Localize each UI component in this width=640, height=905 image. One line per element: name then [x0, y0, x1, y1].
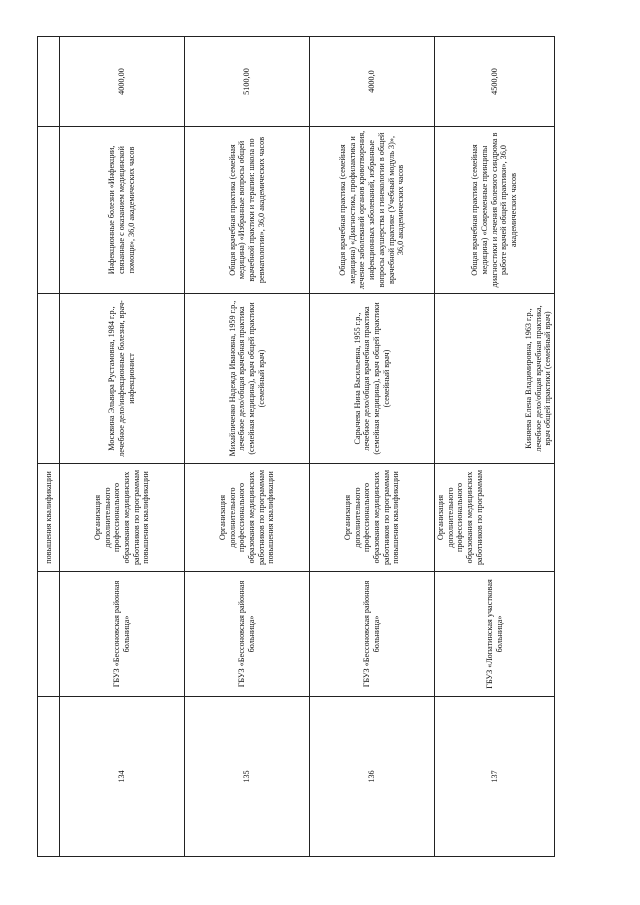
header-row: [38, 37, 60, 857]
row-cost: 4500,00: [435, 37, 555, 127]
register-table: [37, 36, 555, 857]
row-number: 135: [185, 697, 310, 857]
header-blank-cost: [38, 37, 60, 127]
row-type: Организация дополнительного профессионального образования медицинских работников по программам: [435, 464, 555, 572]
header-blank-number: [38, 697, 60, 857]
rotated-register-page: [37, 37, 554, 857]
table-row: [185, 37, 310, 857]
row-type: Организация дополнительного профессионального образования медицинских работников по программам повышения квалификации: [185, 464, 310, 572]
row-organization: ГБУЗ «Бессоновская районная больница»: [60, 572, 185, 697]
row-number: 134: [60, 697, 185, 857]
row-organization: ГБУЗ «Лопатинская участковая больница»: [435, 572, 555, 697]
row-type: Организация дополнительного профессионального образования медицинских работников по программам повышения квалификации: [60, 464, 185, 572]
table-row: [310, 37, 435, 857]
row-program: Инфекционные болезни «Инфекции, связанные с оказанием медицинской помощи», 36,0 академических часов: [60, 127, 185, 294]
row-program: Общая врачебная практика (семейная медицина) «Диагностика, профилактика и лечение заболеваний органов кровотворения, инфекционных заболеваний, избранные вопросы акушерства и гинекологии в общей врачебной практике (Учебный модуль 3)», 36,0 академических часов: [310, 127, 435, 294]
header-blank-organization: [38, 572, 60, 697]
header-type: повышения квалификации: [38, 464, 60, 572]
row-cost: 5100,00: [185, 37, 310, 127]
row-cost: 4000,00: [60, 37, 185, 127]
row-organization: ГБУЗ «Бессоновская районная больница»: [185, 572, 310, 697]
row-person: Сарычева Нина Васильевна, 1955 г.р., лечебное дело/общая врачебная практика (семейная медицина), врач общей практики (семейный врач): [310, 294, 435, 464]
table-row: [435, 37, 555, 857]
row-number: 137: [435, 697, 555, 857]
row-program: Общая врачебная практика (семейная медицина) «Современные принципы диагностики и лечения болевого синдрома в работе врачей общей практики», 36,0 академических часов: [435, 127, 555, 294]
header-blank-person: [38, 294, 60, 464]
row-organization: ГБУЗ «Бессоновская районная больница»: [310, 572, 435, 697]
row-number: 136: [310, 697, 435, 857]
row-program: Общая врачебная практика (семейная медицина) «Избранные вопросы общей врачебной практики и терапии: школа по ревматологии», 36,0 академических часов: [185, 127, 310, 294]
header-blank-program: [38, 127, 60, 294]
row-cost: 4000,0: [310, 37, 435, 127]
row-person: Москвина Эльвира Рустамовна, 1984 г.р., лечебное дело/инфекционные болезни, врач-инфекционист: [60, 294, 185, 464]
row-person: Киняева Елена Владимировна, 1963 г.р., лечебное дело/общая врачебная практика, врач общей практики (семейный врач): [435, 294, 555, 464]
table-row: [60, 37, 185, 857]
row-person: Михайличенко Надежда Ивановна, 1959 г.р., лечебное дело/общая врачебная практика (семейная медицина), врач общей практики (семейный врач): [185, 294, 310, 464]
row-type: Организация дополнительного профессионального образования медицинских работников по программам повышения квалификации: [310, 464, 435, 572]
